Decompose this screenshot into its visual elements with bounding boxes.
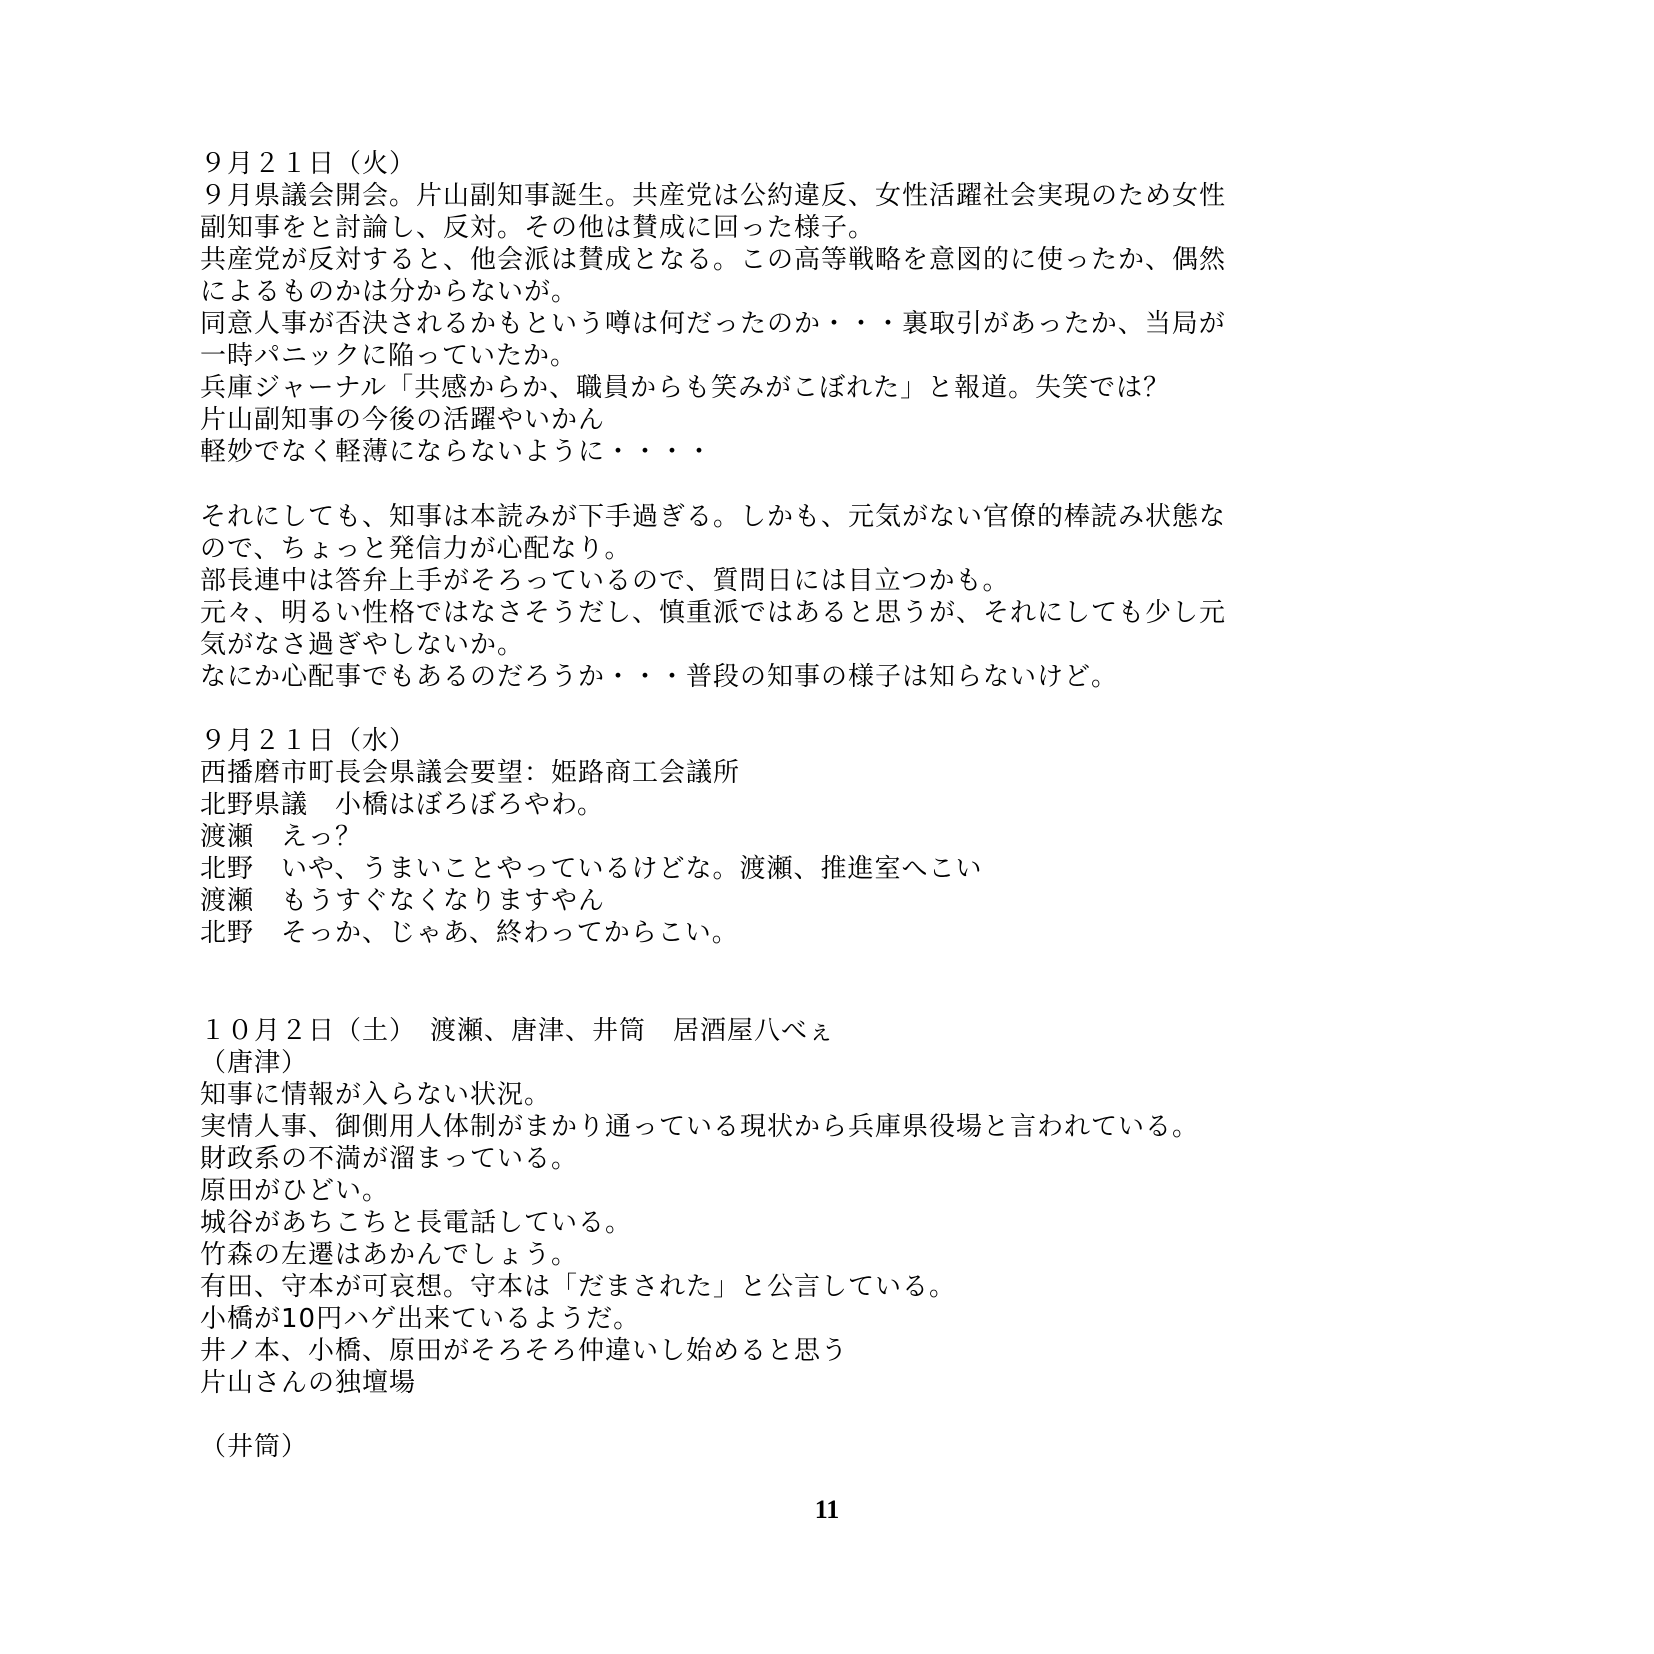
text-line: 竹森の左遷はあかんでしょう。 [200, 1240, 579, 1270]
text-line: 片山副知事の今後の活躍やいかん [200, 405, 606, 435]
text-line: 井ノ本、小橋、原田がそろそろ仲違いし始めると思う [200, 1336, 849, 1366]
text-line: 同意人事が否決されるかもという噂は何だったのか・・・裏取引があったか、当局が [200, 309, 1226, 339]
text-line: 副知事をと討論し、反対。その他は賛成に回った様子。 [200, 213, 876, 243]
text-line: 原田がひどい。 [200, 1176, 390, 1206]
dialogue-line: 北野 いや、うまいことやっているけどな。渡瀬、推進室へこい [200, 854, 983, 884]
text-line: 片山さんの独壇場 [200, 1368, 417, 1398]
text-line: 実情人事、御側用人体制がまかり通っている現状から兵庫県役場と言われている。 [200, 1112, 1200, 1142]
text-line: 西播磨市町長会県議会要望：姫路商工会議所 [200, 758, 741, 788]
entry-date-heading: ９月２１日（火） [200, 149, 417, 179]
text-line: 財政系の不満が溜まっている。 [200, 1144, 579, 1174]
text-line: 知事に情報が入らない状況。 [200, 1080, 552, 1110]
dialogue-line: 北野県議 小橋はぼろぼろやわ。 [200, 790, 604, 820]
text-line: ９月県議会開会。片山副知事誕生。共産党は公約違反、女性活躍社会実現のため女性 [200, 181, 1227, 211]
text-line: なにか心配事でもあるのだろうか・・・普段の知事の様子は知らないけど。 [200, 662, 1119, 692]
text-line: 元々、明るい性格ではなさそうだし、慎重派ではあると思うが、それにしても少し元 [200, 598, 1227, 628]
text-line: 城谷があちこちと長電話している。 [200, 1208, 633, 1238]
text-line: によるものかは分からないが。 [200, 277, 579, 307]
entry-date-heading: ９月２１日（水） [200, 726, 417, 756]
text-line: 共産党が反対すると、他会派は賛成となる。この高等戦略を意図的に使ったか、偶然 [200, 245, 1227, 275]
speaker-label: （唐津） [200, 1048, 309, 1078]
text-line: 軽妙でなく軽薄にならないように・・・・ [200, 437, 714, 467]
text-line: それにしても、知事は本読みが下手過ぎる。しかも、元気がない官僚的棒読み状態な [200, 502, 1227, 532]
speaker-label: （井筒） [200, 1432, 309, 1462]
text-line: 一時パニックに陥っていたか。 [200, 341, 577, 371]
dialogue-line: 渡瀬 えっ？ [200, 822, 363, 852]
text-line: 有田、守本が可哀想。守本は「だまされた」と公言している。 [200, 1272, 957, 1302]
text-line: ので、ちょっと発信力が心配なり。 [200, 534, 632, 564]
dialogue-line: 北野 そっか、じゃあ、終わってからこい。 [200, 918, 739, 948]
text-line: 部長連中は答弁上手がそろっているので、質問日には目立つかも。 [200, 566, 1010, 596]
page-number: 11 [814, 1495, 840, 1524]
dialogue-line: 渡瀬 もうすぐなくなりますやん [200, 886, 606, 916]
text-line: 兵庫ジャーナル「共感からか、職員からも笑みがこぼれた」と報道。失笑では？ [200, 373, 1171, 403]
text-line: 小橋が10円ハゲ出来ているようだ。 [200, 1304, 641, 1334]
text-line: 気がなさ過ぎやしないか。 [200, 630, 525, 660]
entry-date-heading: １０月２日（土） 渡瀬、唐津、井筒 居酒屋八べぇ [200, 1016, 836, 1046]
